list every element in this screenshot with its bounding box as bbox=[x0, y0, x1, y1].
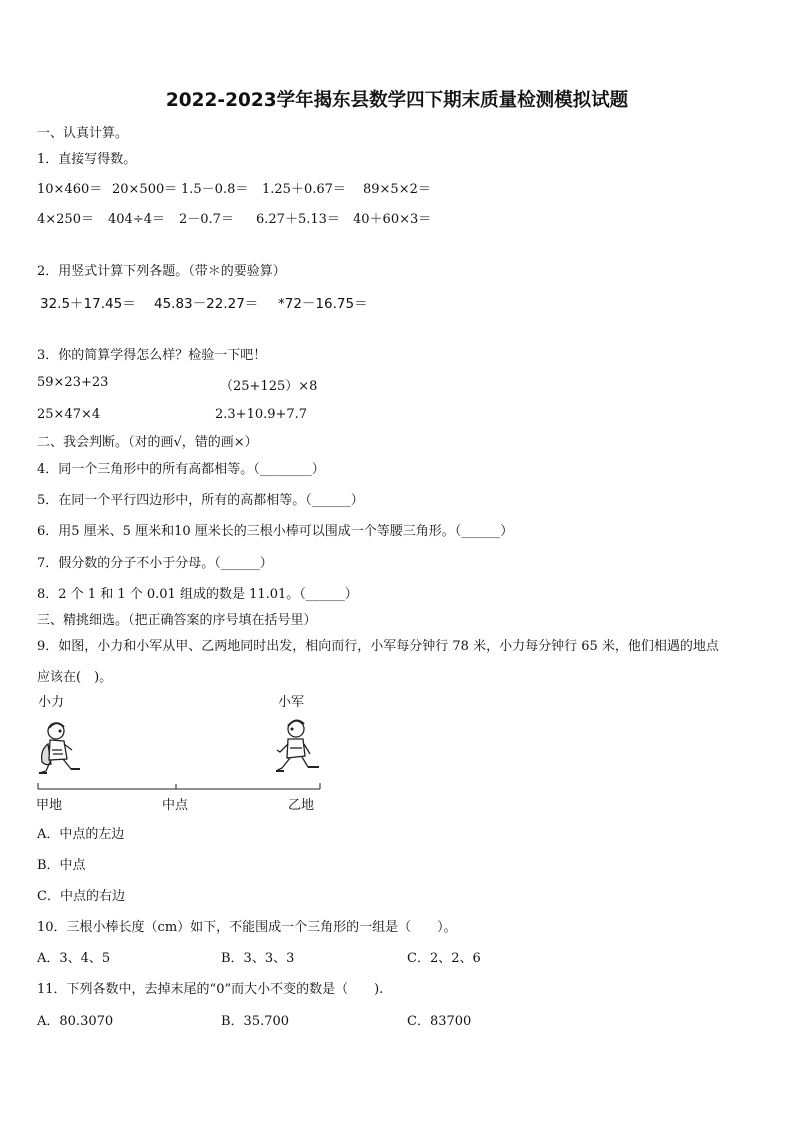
calc-item: 40＋60×3＝ bbox=[353, 212, 432, 227]
calc-item: 10×460＝ bbox=[37, 182, 103, 197]
vertical-calc-item: 45.83－22.27＝ bbox=[154, 296, 259, 312]
q10-option-b: B．3、3、3 bbox=[221, 951, 295, 966]
section-2-heading: 二、我会判断。（对的画√，错的画×） bbox=[37, 435, 258, 450]
vertical-calc-item: *72－16.75＝ bbox=[278, 296, 368, 312]
q3-row-1 bbox=[37, 375, 317, 394]
section-1-heading: 一、认真计算。 bbox=[37, 126, 129, 141]
question-9-line-1: 9．如图，小力和小军从甲、乙两地同时出发，相向而行，小军每分钟行 78 米，小力每分钟行 65 米，他们相遇的地点 bbox=[37, 639, 719, 654]
q3-row-2 bbox=[37, 407, 307, 422]
question-11-text: 11．下列各数中，去掉末尾的“0”而大小不变的数是（ ). bbox=[37, 982, 384, 997]
q1-row-1 bbox=[37, 178, 431, 197]
question-10-text: 10．三根小棒长度（cm）如下，不能围成一个三角形的一组是（ ）。 bbox=[37, 920, 457, 935]
calc-item: 2－0.7＝ bbox=[179, 212, 234, 227]
point-right-label: 乙地 bbox=[288, 798, 315, 813]
calc-item: 1.5－0.8＝ bbox=[181, 182, 249, 197]
q11-option-b: B．35.700 bbox=[221, 1014, 290, 1029]
person-left-label: 小力 bbox=[38, 695, 65, 710]
q9-option-c: C．中点的右边 bbox=[37, 889, 125, 904]
boy-left-illustration bbox=[39, 723, 80, 773]
q11-options bbox=[37, 1010, 471, 1029]
q9-option-b: B．中点 bbox=[37, 858, 86, 873]
point-left-label: 甲地 bbox=[36, 798, 63, 813]
q11-option-a: A．80.3070 bbox=[37, 1014, 114, 1029]
vertical-calc-item: 32.5＋17.45＝ bbox=[40, 296, 136, 312]
judge-item-4: 4．同一个三角形中的所有高都相等。（________） bbox=[37, 462, 325, 477]
calc-item: 1.25＋0.67＝ bbox=[262, 182, 346, 197]
q9-option-a: A．中点的左边 bbox=[37, 827, 125, 842]
judge-item-6: 6．用5 厘米、5 厘米和10 厘米长的三根小棒可以围成一个等腰三角形。（______） bbox=[37, 524, 514, 539]
calc-item: 20×500＝ bbox=[112, 182, 178, 197]
judge-item-7: 7．假分数的分子不小于分母。（______） bbox=[37, 556, 273, 571]
q10-options bbox=[37, 947, 481, 966]
point-mid-label: 中点 bbox=[162, 798, 189, 813]
q2-row bbox=[40, 292, 368, 312]
section-3-heading: 三、精挑细选。（把正确答案的序号填在括号里） bbox=[37, 613, 317, 628]
calc-item: 6.27＋5.13＝ bbox=[256, 212, 340, 227]
simplify-item: 59×23+23 bbox=[37, 375, 109, 390]
q11-option-c: C．83700 bbox=[407, 1014, 472, 1029]
simplify-item: （25+125）×8 bbox=[220, 379, 318, 394]
q10-option-c: C．2、2、6 bbox=[407, 951, 481, 966]
q10-option-a: A．3、4、5 bbox=[37, 951, 111, 966]
simplify-item: 25×47×4 bbox=[37, 407, 101, 422]
calc-item: 404÷4＝ bbox=[108, 212, 165, 227]
calc-item: 89×5×2＝ bbox=[363, 182, 431, 197]
simplify-item: 2.3+10.9+7.7 bbox=[215, 407, 308, 422]
question-2-text: 2．用竖式计算下列各题。（带＊的要验算） bbox=[37, 264, 286, 279]
judge-item-5: 5．在同一个平行四边形中，所有的高都相等。（______） bbox=[37, 493, 364, 508]
judge-item-8: 8．2 个 1 和 1 个 0.01 组成的数是 11.01。（______） bbox=[37, 587, 358, 602]
page-title: 2022-2023学年揭东县数学四下期末质量检测模拟试题 bbox=[165, 90, 629, 111]
question-9-line-2: 应该在( )。 bbox=[37, 670, 113, 685]
person-right-label: 小军 bbox=[278, 695, 305, 710]
q9-figure bbox=[30, 688, 350, 818]
q1-row-2 bbox=[37, 208, 431, 227]
question-1-text: 1．直接写得数。 bbox=[37, 152, 137, 167]
boy-right-illustration bbox=[276, 720, 319, 771]
question-3-text: 3．你的简算学得怎么样？检验一下吧！ bbox=[37, 348, 267, 363]
calc-item: 4×250＝ bbox=[37, 212, 94, 227]
